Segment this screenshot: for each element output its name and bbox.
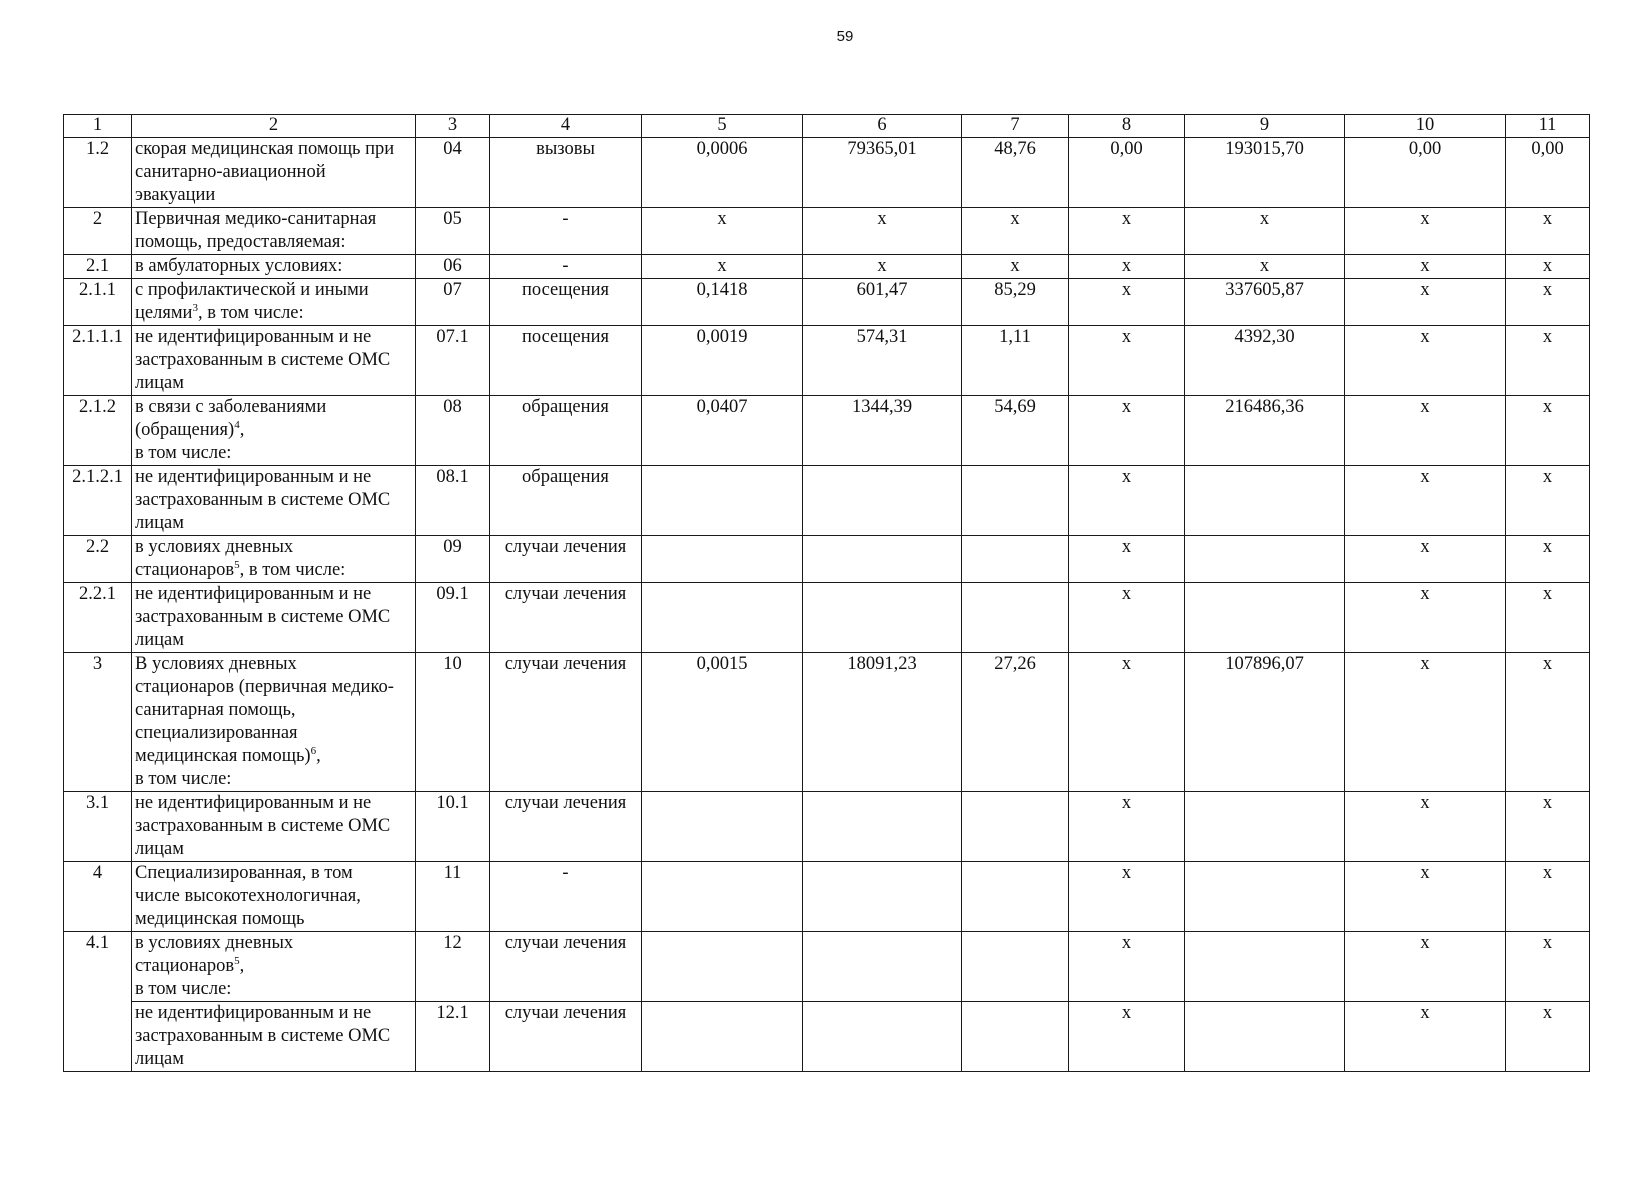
- name-text: санитарно-авиационной: [135, 162, 326, 182]
- cell-per-capita-budget: 27,26: [962, 653, 1069, 792]
- name-line: [135, 815, 413, 838]
- table-row: [64, 583, 1590, 653]
- name-text: стационаров: [135, 560, 235, 580]
- cell-per-capita-oms-budget: х: [1069, 583, 1185, 653]
- cell-unit: случаи лечения: [490, 932, 642, 1002]
- name-line: [135, 792, 413, 815]
- name-line: [135, 184, 413, 207]
- cell-total-budget: [1185, 536, 1345, 583]
- cell-total-budget: [1185, 862, 1345, 932]
- name-text: (обращения): [135, 420, 235, 440]
- cell-cost-norm: 574,31: [803, 326, 962, 396]
- cell-cost-norm: 601,47: [803, 279, 962, 326]
- cell-per-capita-oms-budget: х: [1069, 279, 1185, 326]
- cell-per-capita-oms-budget: х: [1069, 862, 1185, 932]
- name-text: В условиях дневных: [135, 654, 297, 674]
- cell-total-budget: 193015,70: [1185, 138, 1345, 208]
- name-text: застрахованным в системе ОМС: [135, 490, 391, 510]
- cell-share: х: [1506, 208, 1590, 255]
- cell-line-code: 10: [416, 653, 490, 792]
- table-row: [64, 536, 1590, 583]
- cell-total-budget: х: [1185, 208, 1345, 255]
- name-line: [135, 302, 413, 325]
- name-line: [135, 978, 413, 1001]
- cell-total-oms-budget: х: [1345, 396, 1506, 466]
- cell-per-capita-oms-budget: 0,00: [1069, 138, 1185, 208]
- cell-unit: обращения: [490, 396, 642, 466]
- cell-total-oms-budget: х: [1345, 653, 1506, 792]
- cell-unit: обращения: [490, 466, 642, 536]
- name-line: [135, 442, 413, 465]
- cell-per-capita-oms-budget: х: [1069, 932, 1185, 1002]
- cell-per-capita-oms-budget: х: [1069, 208, 1185, 255]
- cell-volume-norm: 0,0407: [642, 396, 803, 466]
- cell-indicator-name: [132, 932, 416, 1002]
- footnote-ref: 3: [192, 301, 198, 314]
- cell-share: х: [1506, 653, 1590, 792]
- cell-unit: случаи лечения: [490, 583, 642, 653]
- cell-total-budget: [1185, 932, 1345, 1002]
- name-text: помощь, предоставляемая:: [135, 232, 346, 252]
- name-text: стационаров (первичная медико-: [135, 677, 394, 697]
- name-line: [135, 279, 413, 302]
- cell-per-capita-oms-budget: х: [1069, 1002, 1185, 1072]
- cell-total-oms-budget: х: [1345, 536, 1506, 583]
- cell-unit: случаи лечения: [490, 792, 642, 862]
- name-text: медицинская помощь: [135, 909, 305, 929]
- cell-indicator-name: [132, 1002, 416, 1072]
- cell-cost-norm: х: [803, 255, 962, 279]
- cell-per-capita-budget: 48,76: [962, 138, 1069, 208]
- cell-volume-norm: [642, 1002, 803, 1072]
- cell-line-code: 08: [416, 396, 490, 466]
- cell-per-capita-budget: 1,11: [962, 326, 1069, 396]
- header-cell-8: 8: [1069, 115, 1185, 138]
- cell-share: 0,00: [1506, 138, 1590, 208]
- cell-per-capita-budget: х: [962, 255, 1069, 279]
- cell-line-code: 04: [416, 138, 490, 208]
- header-cell-4: 4: [490, 115, 642, 138]
- cell-line-code: 08.1: [416, 466, 490, 536]
- cell-unit: посещения: [490, 326, 642, 396]
- cell-indicator-name: [132, 862, 416, 932]
- cell-per-capita-budget: [962, 583, 1069, 653]
- name-line: [135, 161, 413, 184]
- name-line: [135, 349, 413, 372]
- cell-volume-norm: 0,0015: [642, 653, 803, 792]
- cell-total-budget: 216486,36: [1185, 396, 1345, 466]
- name-line: [135, 699, 413, 722]
- cell-cost-norm: х: [803, 208, 962, 255]
- cell-per-capita-oms-budget: х: [1069, 396, 1185, 466]
- cell-per-capita-oms-budget: х: [1069, 536, 1185, 583]
- cell-total-oms-budget: х: [1345, 583, 1506, 653]
- cell-per-capita-budget: [962, 932, 1069, 1002]
- name-text: скорая медицинская помощь при: [135, 139, 395, 159]
- cell-per-capita-budget: х: [962, 208, 1069, 255]
- name-text: в условиях дневных: [135, 537, 294, 557]
- name-text: в том числе:: [135, 979, 232, 999]
- name-text: лицам: [135, 630, 184, 650]
- cell-line-code: 11: [416, 862, 490, 932]
- cell-line-code: 09.1: [416, 583, 490, 653]
- name-text: застрахованным в системе ОМС: [135, 607, 391, 627]
- table-body: [64, 115, 1590, 1072]
- cell-volume-norm: [642, 862, 803, 932]
- cell-total-budget: [1185, 792, 1345, 862]
- cell-volume-norm: [642, 792, 803, 862]
- cell-total-budget: [1185, 466, 1345, 536]
- name-line: [135, 419, 413, 442]
- header-cell-9: 9: [1185, 115, 1345, 138]
- name-text: с профилактической и иными: [135, 280, 369, 300]
- name-text: не идентифицированным и не: [135, 793, 372, 813]
- table-row: [64, 932, 1590, 1002]
- cell-row-number: 2: [64, 208, 132, 255]
- name-text-tail: ,: [316, 746, 321, 766]
- cell-row-number: 2.1.1.1: [64, 326, 132, 396]
- cell-share: х: [1506, 583, 1590, 653]
- name-line: [135, 583, 413, 606]
- name-line: [135, 606, 413, 629]
- cell-share: х: [1506, 1002, 1590, 1072]
- cell-share: х: [1506, 326, 1590, 396]
- name-text: стационаров: [135, 956, 235, 976]
- name-text: лицам: [135, 373, 184, 393]
- name-line: [135, 722, 413, 745]
- cell-line-code: 09: [416, 536, 490, 583]
- cell-total-oms-budget: х: [1345, 279, 1506, 326]
- cell-cost-norm: [803, 583, 962, 653]
- name-text-tail: , в том числе:: [197, 303, 304, 323]
- cell-per-capita-oms-budget: х: [1069, 653, 1185, 792]
- cell-indicator-name: [132, 396, 416, 466]
- header-cell-3: 3: [416, 115, 490, 138]
- name-line: [135, 1025, 413, 1048]
- cell-per-capita-budget: [962, 792, 1069, 862]
- name-text: не идентифицированным и не: [135, 1003, 372, 1023]
- cell-indicator-name: [132, 792, 416, 862]
- name-line: [135, 1048, 413, 1071]
- cell-total-budget: х: [1185, 255, 1345, 279]
- cell-cost-norm: [803, 466, 962, 536]
- table-row: [64, 653, 1590, 792]
- cell-row-number: 2.1.1: [64, 279, 132, 326]
- name-line: [135, 1002, 413, 1025]
- table-row: [64, 792, 1590, 862]
- name-text: числе высокотехнологичная,: [135, 886, 361, 906]
- cell-indicator-name: [132, 653, 416, 792]
- header-cell-10: 10: [1345, 115, 1506, 138]
- cell-per-capita-budget: [962, 1002, 1069, 1072]
- name-text: лицам: [135, 839, 184, 859]
- cell-row-number: 2.2.1: [64, 583, 132, 653]
- cell-share: х: [1506, 862, 1590, 932]
- name-line: [135, 955, 413, 978]
- name-text: не идентифицированным и не: [135, 584, 372, 604]
- name-line: [135, 559, 413, 582]
- cell-line-code: 07: [416, 279, 490, 326]
- name-text: Специализированная, в том: [135, 863, 353, 883]
- cell-cost-norm: [803, 536, 962, 583]
- cell-total-budget: 337605,87: [1185, 279, 1345, 326]
- cell-volume-norm: [642, 932, 803, 1002]
- cell-indicator-name: [132, 255, 416, 279]
- name-text: специализированная: [135, 723, 298, 743]
- name-line: [135, 326, 413, 349]
- cell-row-number: 4.1: [64, 932, 132, 1072]
- cell-indicator-name: [132, 138, 416, 208]
- cell-indicator-name: [132, 466, 416, 536]
- name-line: [135, 838, 413, 861]
- name-line: [135, 653, 413, 676]
- name-line: [135, 908, 413, 931]
- name-text: застрахованным в системе ОМС: [135, 1026, 391, 1046]
- table-row: [64, 862, 1590, 932]
- cell-unit: случаи лечения: [490, 653, 642, 792]
- cell-volume-norm: х: [642, 255, 803, 279]
- cell-share: х: [1506, 932, 1590, 1002]
- cell-cost-norm: 79365,01: [803, 138, 962, 208]
- name-text: не идентифицированным и не: [135, 467, 372, 487]
- cell-unit: -: [490, 862, 642, 932]
- name-line: [135, 745, 413, 768]
- name-line: [135, 512, 413, 535]
- cell-indicator-name: [132, 326, 416, 396]
- name-text-tail: ,: [239, 956, 245, 976]
- table-row: [64, 279, 1590, 326]
- cell-per-capita-oms-budget: х: [1069, 255, 1185, 279]
- cell-share: х: [1506, 466, 1590, 536]
- cell-indicator-name: [132, 208, 416, 255]
- name-line: [135, 255, 413, 278]
- cell-cost-norm: [803, 792, 962, 862]
- cell-total-oms-budget: х: [1345, 932, 1506, 1002]
- cell-row-number: 3.1: [64, 792, 132, 862]
- cell-row-number: 3: [64, 653, 132, 792]
- header-cell-7: 7: [962, 115, 1069, 138]
- table-row: [64, 208, 1590, 255]
- name-text: эвакуации: [135, 185, 216, 205]
- cell-total-budget: [1185, 583, 1345, 653]
- cell-per-capita-budget: [962, 862, 1069, 932]
- name-text: в том числе:: [135, 443, 232, 463]
- cell-share: х: [1506, 279, 1590, 326]
- cell-unit: -: [490, 255, 642, 279]
- cell-indicator-name: [132, 536, 416, 583]
- cell-volume-norm: 0,0019: [642, 326, 803, 396]
- header-cell-6: 6: [803, 115, 962, 138]
- footnote-ref: 6: [310, 744, 317, 757]
- cell-total-oms-budget: х: [1345, 1002, 1506, 1072]
- cell-line-code: 05: [416, 208, 490, 255]
- cell-cost-norm: [803, 932, 962, 1002]
- cell-per-capita-oms-budget: х: [1069, 466, 1185, 536]
- cell-total-oms-budget: х: [1345, 255, 1506, 279]
- cell-per-capita-budget: 85,29: [962, 279, 1069, 326]
- cell-unit: случаи лечения: [490, 536, 642, 583]
- cell-per-capita-oms-budget: х: [1069, 792, 1185, 862]
- footnote-ref: 5: [234, 954, 240, 967]
- table-row: [64, 1002, 1590, 1072]
- name-line: [135, 372, 413, 395]
- cell-share: х: [1506, 255, 1590, 279]
- name-text-tail: ,: [239, 420, 245, 440]
- header-cell-11: 11: [1506, 115, 1590, 138]
- table-row: [64, 466, 1590, 536]
- name-text: не идентифицированным и не: [135, 327, 372, 347]
- cell-per-capita-oms-budget: х: [1069, 326, 1185, 396]
- cell-indicator-name: [132, 279, 416, 326]
- cell-volume-norm: [642, 583, 803, 653]
- cell-unit: вызовы: [490, 138, 642, 208]
- cell-row-number: 1.2: [64, 138, 132, 208]
- cell-per-capita-budget: 54,69: [962, 396, 1069, 466]
- cell-volume-norm: [642, 466, 803, 536]
- name-text: санитарная помощь,: [135, 700, 296, 720]
- cell-share: х: [1506, 536, 1590, 583]
- table-row: [64, 255, 1590, 279]
- header-cell-1: 1: [64, 115, 132, 138]
- cell-total-oms-budget: х: [1345, 326, 1506, 396]
- name-line: [135, 676, 413, 699]
- cell-volume-norm: х: [642, 208, 803, 255]
- cell-cost-norm: 1344,39: [803, 396, 962, 466]
- cell-per-capita-budget: [962, 466, 1069, 536]
- cell-line-code: 12.1: [416, 1002, 490, 1072]
- cell-total-oms-budget: х: [1345, 466, 1506, 536]
- name-line: [135, 396, 413, 419]
- name-line: [135, 489, 413, 512]
- cell-unit: посещения: [490, 279, 642, 326]
- name-text: лицам: [135, 513, 184, 533]
- header-cell-5: 5: [642, 115, 803, 138]
- name-line: [135, 862, 413, 885]
- cell-line-code: 06: [416, 255, 490, 279]
- cell-total-oms-budget: 0,00: [1345, 138, 1506, 208]
- name-text: в связи с заболеваниями: [135, 397, 327, 417]
- name-text: в условиях дневных: [135, 933, 294, 953]
- cell-total-budget: 4392,30: [1185, 326, 1345, 396]
- cell-unit: случаи лечения: [490, 1002, 642, 1072]
- name-line: [135, 932, 413, 955]
- name-line: [135, 138, 413, 161]
- header-cell-2: 2: [132, 115, 416, 138]
- cell-line-code: 12: [416, 932, 490, 1002]
- footnote-ref: 4: [234, 418, 240, 431]
- name-line: [135, 629, 413, 652]
- cell-total-budget: 107896,07: [1185, 653, 1345, 792]
- cell-unit: -: [490, 208, 642, 255]
- cell-cost-norm: [803, 862, 962, 932]
- name-line: [135, 768, 413, 791]
- cell-row-number: 2.1.2.1: [64, 466, 132, 536]
- cell-line-code: 10.1: [416, 792, 490, 862]
- cell-indicator-name: [132, 583, 416, 653]
- table-row: [64, 396, 1590, 466]
- name-line: [135, 231, 413, 254]
- footnote-ref: 5: [234, 558, 240, 571]
- cell-line-code: 07.1: [416, 326, 490, 396]
- page-number: 59: [836, 28, 854, 45]
- table-row: [64, 138, 1590, 208]
- name-line: [135, 466, 413, 489]
- name-line: [135, 208, 413, 231]
- name-line: [135, 885, 413, 908]
- name-text-tail: , в том числе:: [239, 560, 346, 580]
- cell-per-capita-budget: [962, 536, 1069, 583]
- name-text: застрахованным в системе ОМС: [135, 816, 391, 836]
- name-text: медицинская помощь): [135, 746, 311, 766]
- cell-cost-norm: [803, 1002, 962, 1072]
- header-row: [64, 115, 1590, 138]
- cell-row-number: 2.1.2: [64, 396, 132, 466]
- cell-share: х: [1506, 396, 1590, 466]
- cell-volume-norm: 0,0006: [642, 138, 803, 208]
- name-text: целями: [135, 303, 193, 323]
- name-text: в том числе:: [135, 769, 232, 789]
- name-line: [135, 536, 413, 559]
- report-table: [63, 114, 1590, 1072]
- cell-share: х: [1506, 792, 1590, 862]
- table-row: [64, 326, 1590, 396]
- cell-total-oms-budget: х: [1345, 792, 1506, 862]
- cell-row-number: 2.2: [64, 536, 132, 583]
- name-text: лицам: [135, 1049, 184, 1069]
- cell-volume-norm: 0,1418: [642, 279, 803, 326]
- name-text: застрахованным в системе ОМС: [135, 350, 391, 370]
- cell-total-oms-budget: х: [1345, 862, 1506, 932]
- cell-row-number: 2.1: [64, 255, 132, 279]
- cell-cost-norm: 18091,23: [803, 653, 962, 792]
- cell-total-oms-budget: х: [1345, 208, 1506, 255]
- cell-total-budget: [1185, 1002, 1345, 1072]
- name-text: Первичная медико-санитарная: [135, 209, 377, 229]
- cell-row-number: 4: [64, 862, 132, 932]
- name-text: в амбулаторных условиях:: [135, 256, 343, 276]
- cell-volume-norm: [642, 536, 803, 583]
